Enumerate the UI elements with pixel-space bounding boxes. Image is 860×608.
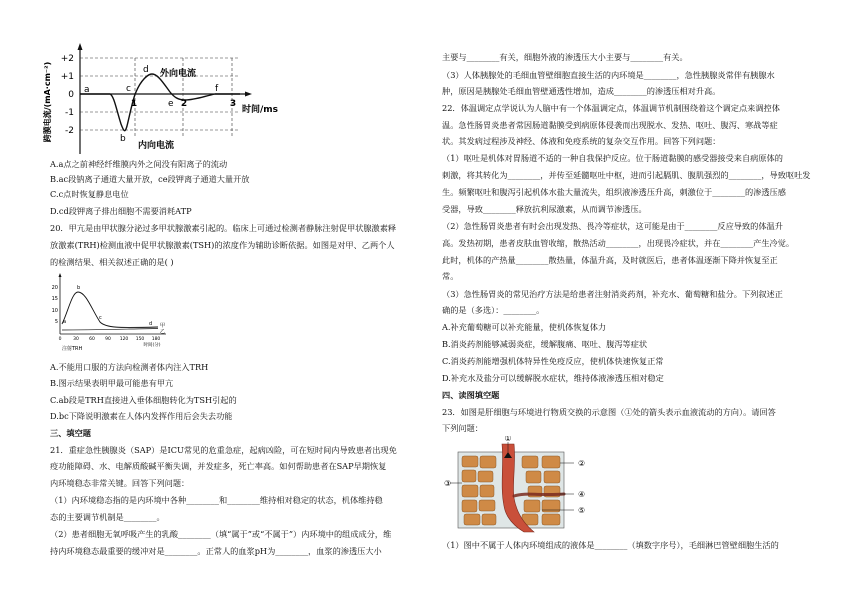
section-4-heading: 四、读图填空题 xyxy=(442,390,500,400)
y-tick-10: 10 xyxy=(51,308,58,314)
point-d: d xyxy=(149,321,153,327)
q23-subquestion-1: （1）图中不属于人体内环境组成的液体是________（填数字序号），毛细淋巴管壁细胞生活的 xyxy=(442,540,779,550)
point-c: c xyxy=(99,315,102,321)
right-line-8: 刺激，将其转化为________，并传至延髓呕吐中枢，进而引起膈肌、腹肌强烈的________，导致呕吐发 xyxy=(442,170,811,180)
x-tick-180: 180 xyxy=(151,337,161,342)
y-tick-5: 5 xyxy=(54,319,58,325)
x-axis-label: 时间/ms xyxy=(242,105,279,115)
q19-option-d: D.cd段钾离子排出细胞不需要消耗ATP xyxy=(50,206,192,216)
x-tick-1: 1 xyxy=(130,99,138,109)
y-tick-plus2: +2 xyxy=(60,54,74,64)
right-option-c: C.消炎药剂能增强机体特异性免疫反应，使机体快速恢复正常 xyxy=(442,356,664,366)
x-tick-120: 120 xyxy=(119,337,129,342)
right-option-a: A.补充葡萄糖可以补充能量，使机体恢复体力 xyxy=(442,322,607,332)
right-option-b: B.消炎药剂能够减弱炎症，缓解腹痛、呕吐、腹泻等症状 xyxy=(442,339,648,349)
x-tick-60: 60 xyxy=(89,337,95,342)
right-line-7: （1）呕吐是机体对胃肠道不适的一种自我保护反应。位于肠道黏膜的感受器接受来自病原体的 xyxy=(442,153,783,163)
right-line-4: 22．体温调定点学说认为人脑中有一个体温调定点，体温调节机制围绕着这个调定点来调控体 xyxy=(442,103,780,113)
q23-line-1: 23．如图是肝细胞与环境进行物质交换的示意图（①处的箭头表示血液流动的方向）。请回答 xyxy=(442,407,776,417)
y-tick-zero: 0 xyxy=(68,90,74,100)
right-line-16: 确的是（多选）：________。 xyxy=(442,305,545,315)
right-line-2: （3）人体胰腺处的毛细血管壁细胞直接生活的内环境是________，急性胰腺炎常伴有胰腺水 xyxy=(442,70,775,80)
right-line-6: 状。其发病过程涉及神经、体液和免疫系统的复杂交互作用。回答下列问题： xyxy=(442,136,721,146)
x-tick-150: 150 xyxy=(135,337,145,342)
q21-line-1: 21．重症急性胰腺炎（SAP）是ICU常见的危重急症，起病凶险，可在短时间内导致患者出现免 xyxy=(50,445,397,455)
x-tick-90: 90 xyxy=(105,337,111,342)
label-3: ③ xyxy=(444,479,452,488)
q21-line-4: （1）内环境稳态指的是内环境中各种________和________维持相对稳定的状态，机体维持稳 xyxy=(50,495,383,505)
q20-line-3: 的检测结果、相关叙述正确的是( ) xyxy=(50,257,174,267)
right-line-11: （2）急性肠胃炎患者有时会出现发热、畏冷等症状，这可能是由于________反应导致的体温升 xyxy=(442,221,783,231)
q21-line-2: 疫功能障碍、水、电解质酸碱平衡失调，并发症多，死亡率高。如何帮助患者在SAP早期恢复 xyxy=(50,461,387,471)
x-tick-0: 0 xyxy=(58,337,62,342)
tsh-concentration-graph xyxy=(48,272,178,354)
q20-option-c: C.ab段是TRH直接进入垂体细胞转化为TSH引起的 xyxy=(50,395,237,405)
q20-line-1: 20．甲亢是由甲状腺分泌过多甲状腺激素引起的。临床上可通过检测者静脉注射促甲状腺激素释 xyxy=(50,223,397,233)
x-tick-2: 2 xyxy=(180,99,188,109)
label-1: ① xyxy=(504,436,512,443)
q20-option-a: A.不能用口服的方法向检测者体内注入TRH xyxy=(50,362,209,372)
y-axis-label: 跨膜电流/(mA·cm⁻²) xyxy=(43,61,52,143)
point-a: a xyxy=(84,85,90,95)
point-e: e xyxy=(168,99,174,109)
section-3-heading: 三、填空题 xyxy=(50,428,91,438)
point-b: b xyxy=(120,134,126,144)
x-axis-unit: 时间(分) xyxy=(143,343,161,348)
q23-line-2: 下列问题： xyxy=(442,423,483,433)
q21-line-6: （2）患者细胞无氧呼吸产生的乳酸________（填“属于”或“不属于”）内环境中的组成成分，维 xyxy=(50,529,392,539)
q19-option-c: C.c点时恢复静息电位 xyxy=(50,189,129,199)
y-tick-20: 20 xyxy=(51,285,58,291)
right-line-12: 高。发热初期，患者皮肤血管收缩，散热活动________，出现畏冷症状，并在________产生冷觉。 xyxy=(442,238,795,248)
right-option-d: D.补充水及盐分可以缓解脱水症状，维持体液渗透压相对稳定 xyxy=(442,373,664,383)
x-tick-3: 3 xyxy=(229,99,237,109)
lymph-capillary xyxy=(514,494,564,496)
right-line-3: 肿，原因是胰腺处毛细血管壁通透性增加，造成________的渗透压相对升高。 xyxy=(442,86,721,96)
right-line-5: 温。急性肠胃炎患者常因肠道黏膜受到病原体侵袭而出现脱水、发热、呕吐、腹泻、寒战等症 xyxy=(442,120,778,130)
point-f: f xyxy=(215,84,219,94)
liver-tissue-diagram xyxy=(444,436,604,536)
q19-option-a: A.a点之前神经纤维膜内外之间没有阳离子的流动 xyxy=(50,159,228,169)
point-a: a xyxy=(63,319,67,325)
series-yi-label: 乙 xyxy=(160,329,166,335)
y-tick-plus1: +1 xyxy=(60,72,74,82)
series-jia-label: 甲 xyxy=(160,323,166,329)
y-tick-minus1: -1 xyxy=(65,108,74,118)
right-line-13: 此时，机体的产热量________散热量，体温升高，及时就医后，患者体温逐渐下降并恢复至正 xyxy=(442,255,778,265)
label-4: ④ xyxy=(578,490,586,499)
right-line-14: 常。 xyxy=(442,271,459,281)
q20-line-2: 放激素(TRH)检测血液中促甲状腺激素(TSH)的浓度作为辅助诊断依据。如图是对甲、乙两个人 xyxy=(50,240,395,250)
point-c: c xyxy=(126,84,131,94)
right-line-1: 主要与________有关，细胞外液的渗透压大小主要与________有关。 xyxy=(442,52,688,62)
x-tick-30: 30 xyxy=(73,337,79,342)
q21-line-3: 内环境稳态非常关键。回答下列问题： xyxy=(50,478,190,488)
trh-injection-label: 注射TRH xyxy=(62,346,83,352)
q21-line-5: 态的主要调节机制是________。 xyxy=(50,512,165,522)
y-tick-15: 15 xyxy=(51,296,58,302)
q19-option-b: B.ac段钠离子通道大量开放，ce段钾离子通道大量开放 xyxy=(50,174,250,184)
point-d: d xyxy=(143,65,149,75)
outward-current-label: 外向电流 xyxy=(160,69,197,79)
right-line-15: （3）急性肠胃炎的常见治疗方法是给患者注射消炎药剂，补充水、葡萄糖和盐分。下列叙述正 xyxy=(442,289,783,299)
q21-line-7: 持内环境稳态最重要的缓冲对是________。正常人的血浆pH为________，血浆的渗透压大小 xyxy=(50,546,382,556)
right-line-10: 受器，导致________释放抗利尿激素，从而调节渗透压。 xyxy=(442,204,647,214)
right-line-9: 生。频繁呕吐和腹泻引起机体水盐大量流失，组织液渗透压升高，刺激位于________的渗透压感 xyxy=(442,187,786,197)
q20-option-d: D.bc下降说明激素在人体内发挥作用后会失去功能 xyxy=(50,411,233,421)
point-b: b xyxy=(77,285,81,291)
q20-option-b: B.图示结果表明甲最可能患有甲亢 xyxy=(50,378,174,388)
label-2: ② xyxy=(578,459,586,468)
membrane-current-graph xyxy=(40,40,280,160)
label-5: ⑤ xyxy=(578,506,586,515)
y-tick-minus2: -2 xyxy=(65,126,74,136)
inward-current-label: 内向电流 xyxy=(138,141,175,151)
